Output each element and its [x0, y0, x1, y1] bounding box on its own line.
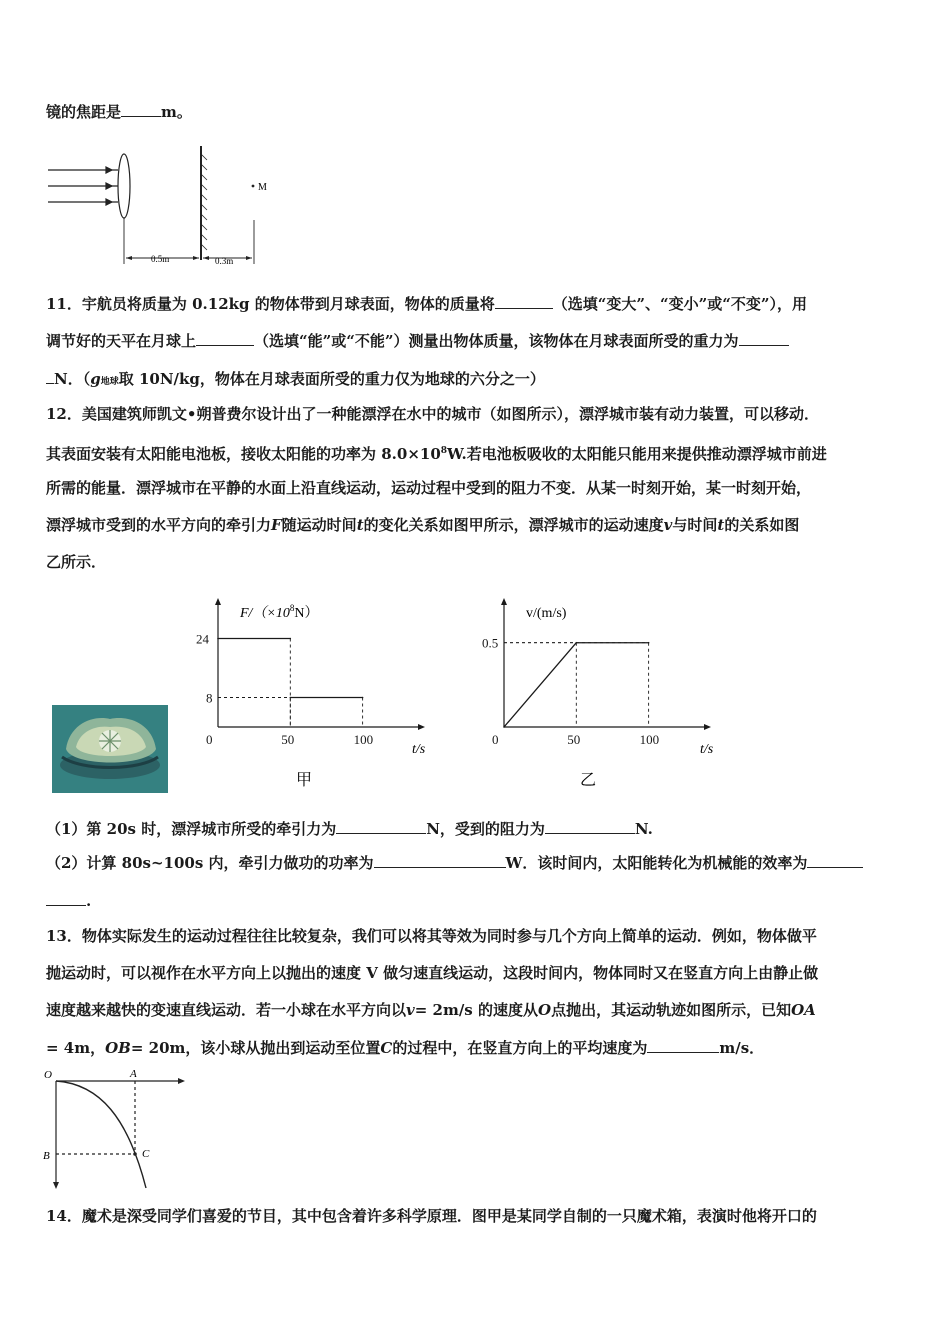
chart-title: 甲: [296, 772, 313, 789]
floating-city-photo: [52, 705, 168, 793]
label-o: O: [44, 1069, 52, 1081]
x-tick-label: 100: [353, 732, 374, 747]
y-tick-label: 24: [196, 631, 209, 647]
answer-blank: [374, 853, 506, 868]
x-tick-label: 0: [206, 732, 213, 747]
ray-arrow-icon: [106, 199, 112, 205]
answer-blank: [495, 294, 553, 309]
question-13-line: 抛运动时，可以视作在水平方向上以抛出的速度 V 做匀速直线运动，这段时间内，物体同时又在竖直方向上由静止做: [46, 964, 819, 982]
x-tick-label: 50: [567, 732, 581, 747]
x-arrow-icon: [704, 724, 711, 730]
question-12-line: 所需的能量．漂浮城市在平静的水面上沿直线运动，运动过程中受到的阻力不变．从某一时刻开始，某一时刻开始，: [46, 479, 812, 497]
dimension-label: 0.5m: [151, 254, 170, 264]
question-12-part-2: .: [46, 891, 908, 911]
data-point: [290, 638, 292, 640]
data-point: [362, 697, 364, 699]
question-11-line: 调节好的天平在月球上 （选填“能”或“不能”）测量出物体质量，该物体在月球表面所受的重力为: [46, 331, 908, 351]
ray-arrow-icon: [106, 167, 112, 173]
chart-ylabel: v/(m/s): [526, 606, 567, 621]
ray-arrow-icon: [106, 183, 112, 189]
convex-lens: [118, 154, 130, 218]
answer-blank: [46, 891, 86, 906]
question-12-part-2: （2）计算 80s~100s 内，牵引力做功的功率为 W．该时间内，太阳能转化为机械能的效率为: [46, 853, 908, 873]
trajectory-figure: [40, 1066, 190, 1190]
question-12-line: 其表面安装有太阳能电池板，接收太阳能的功率为 $8.0\times 10^8W$.若电池板吸收的太阳能只能用来提供推动漂浮城市前进: [46, 445, 827, 463]
answer-blank: [121, 102, 161, 117]
question-14-line: 14．魔术是深受同学们喜爱的节目，其中包含着许多科学原理．图甲是某同学自制的一只魔术箱，表演时他将开口的: [46, 1207, 817, 1225]
lens-mirror-figure: [40, 140, 280, 270]
x-arrow-icon: [178, 1078, 185, 1084]
answer-blank: [545, 819, 635, 834]
question-11-line: N．（g地球取 10N/kg，物体在月球表面所受的重力仅为地球的六分之一）: [46, 369, 908, 392]
data-point: [290, 697, 292, 699]
question-12-line: 12．美国建筑师凯文•朔普费尔设计出了一种能漂浮在水中的城市（如图所示），漂浮城市装有动力装置，可以移动．: [46, 405, 819, 423]
y-tick-label: 8: [206, 690, 213, 706]
question-12-part-1: （1）第 20s 时，漂浮城市所受的牵引力为 N，受到的阻力为 N.: [46, 820, 653, 838]
y-arrow-icon: [53, 1182, 59, 1189]
y-tick-label: 0.5: [482, 635, 499, 651]
data-point: [217, 638, 219, 640]
question-13-line: = 4m，OB= 20m，该小球从抛出到运动至位置C的过程中，在竖直方向上的平均速度为 m/s．: [46, 1039, 765, 1057]
data-point: [648, 642, 650, 644]
answer-blank: [739, 331, 789, 346]
answer-blank: [647, 1038, 719, 1053]
question-13-line: 速度越来越快的变速直线运动．若一小球在水平方向以v= 2m/s 的速度从O点抛出，其运动轨迹如图所示，已知OA: [46, 1001, 816, 1019]
data-point: [503, 726, 505, 728]
x-arrow-icon: [418, 724, 425, 730]
dimension-label: 0.3m: [215, 256, 234, 266]
label-a: A: [130, 1068, 137, 1080]
answer-blank: [46, 369, 54, 384]
question-13-line: 13．物体实际发生的运动过程往往比较复杂，我们可以将其等效为同时参与几个方向上简单的运动．例如，物体做平: [46, 927, 817, 945]
answer-blank: [807, 853, 863, 868]
x-tick-label: 50: [281, 732, 295, 747]
chart-ylabel: $F/(\times 10^8N)$: [240, 603, 319, 621]
series-segment: [504, 643, 576, 727]
text-line: 镜的焦距是 m。: [46, 103, 192, 121]
question-11-line: 11．宇航员将质量为 0.12kg 的物体带到月球表面，物体的质量将 （选填“变大”、“变小”或“不变”），用: [46, 295, 808, 313]
chart-velocity-time: [474, 597, 734, 795]
x-tick-label: 100: [639, 732, 660, 747]
question-12-line: 乙所示．: [46, 553, 107, 571]
data-point: [576, 642, 578, 644]
chart-xlabel: t/s: [700, 742, 714, 757]
point-m-label: M: [258, 182, 267, 193]
y-arrow-icon: [501, 598, 507, 605]
label-c: C: [142, 1148, 150, 1160]
chart-force-time: [188, 597, 448, 795]
point-c: [133, 1152, 137, 1156]
answer-blank: [196, 331, 254, 346]
y-arrow-icon: [215, 598, 221, 605]
chart-xlabel: t/s: [412, 742, 426, 757]
question-12-line: 漂浮城市受到的水平方向的牵引力F随运动时间t的变化关系如图甲所示，漂浮城市的运动速度v与时间t的关系如图: [46, 516, 800, 534]
trajectory-curve: [56, 1081, 146, 1188]
point-m: [252, 185, 255, 188]
answer-blank: [336, 819, 426, 834]
chart-title: 乙: [580, 772, 597, 789]
label-b: B: [43, 1150, 50, 1162]
x-tick-label: 0: [492, 732, 499, 747]
